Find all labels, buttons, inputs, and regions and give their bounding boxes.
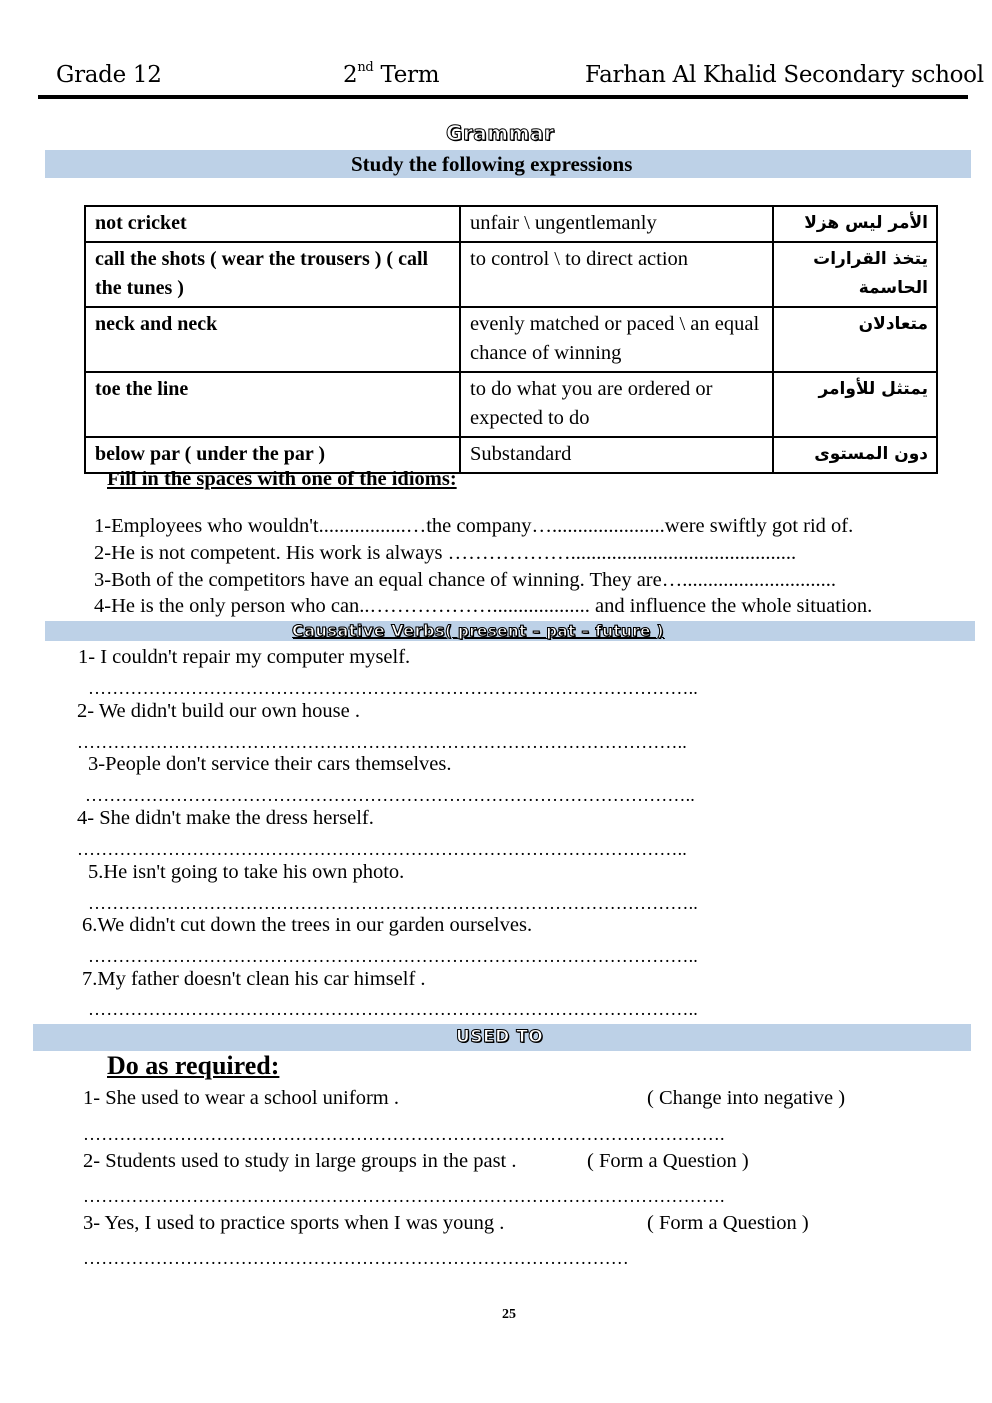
arabic-cell: متعادلان <box>773 307 937 372</box>
answer-line: ……………………………………………………………………………………….. <box>77 839 687 859</box>
meaning-cell: unfair \ ungentlemanly <box>460 206 773 242</box>
table-row <box>85 206 937 242</box>
used-to-title: USED TO <box>456 1027 544 1047</box>
expressions-subtitle: Study the following expressions <box>351 152 633 176</box>
idiom-cell: call the shots ( wear the trousers ) ( call the tunes ) <box>85 242 460 307</box>
causative-question: 7.My father doesn't clean his car himself . <box>82 968 426 990</box>
idiom-cell: not cricket <box>85 206 460 242</box>
used-to-question: 2- Students used to study in large groups in the past . <box>83 1150 517 1172</box>
answer-line: ……………………………………………………………………………………………. <box>83 1124 725 1144</box>
school-name: Farhan Al Khalid Secondary school <box>585 62 984 88</box>
idiom-cell: toe the line <box>85 372 460 437</box>
causative-question: 3-People don't service their cars themselves. <box>88 753 452 775</box>
causative-title-text: Causative Verbs <box>292 621 445 640</box>
page-number: 25 <box>502 1307 516 1322</box>
answer-line: ……………………………………………………………………………………….. <box>77 732 687 752</box>
arabic-cell: يتخذ القرارات الحاسمة <box>773 242 937 307</box>
answer-line: ……………………………………………………………………………………….. <box>88 946 698 966</box>
meaning-cell: evenly matched or paced \ an equal chance of winning <box>460 307 773 372</box>
meaning-cell: Substandard <box>460 437 773 473</box>
answer-line: ……………………………………………………………………………………….. <box>85 785 695 805</box>
grade-label: Grade 12 <box>56 62 162 88</box>
causative-question: 5.He isn't going to take his own photo. <box>88 861 405 883</box>
expressions-table <box>84 205 938 474</box>
term-number: 2 <box>343 62 358 88</box>
fill-item: 3-Both of the competitors have an equal chance of winning. They are….............................. <box>94 569 836 591</box>
used-to-hint: ( Form a Question ) <box>587 1150 749 1172</box>
term-ordinal: nd <box>357 60 374 76</box>
answer-line: ……………………………………………………………………………………….. <box>88 999 698 1019</box>
used-to-hint: ( Form a Question ) <box>647 1212 809 1234</box>
used-to-question: 3- Yes, I used to practice sports when I was young . <box>83 1212 505 1234</box>
arabic-cell: دون المستوى <box>773 437 937 473</box>
table-row <box>85 372 937 437</box>
causative-question: 2- We didn't build our own house . <box>77 700 360 722</box>
causative-question: 4- She didn't make the dress herself. <box>77 807 374 829</box>
answer-line: ……………………………………………………………………………………………. <box>83 1186 725 1206</box>
answer-line: ……………………………………………………………………………… <box>83 1248 629 1268</box>
arabic-cell: يمتثل للأوامر <box>773 372 937 437</box>
idiom-cell: below par ( under the par ) <box>85 437 460 473</box>
idiom-cell: neck and neck <box>85 307 460 372</box>
meaning-cell: to control \ to direct action <box>460 242 773 307</box>
meaning-cell: to do what you are ordered or expected to do <box>460 372 773 437</box>
causative-subtitle: ( present – pat – future ) <box>444 622 664 640</box>
fill-item: 2-He is not competent. His work is always ………………............................................ <box>94 542 797 564</box>
causative-question: 1- I couldn't repair my computer myself. <box>78 646 411 668</box>
used-to-question: 1- She used to wear a school uniform . <box>83 1087 399 1109</box>
answer-line: ……………………………………………………………………………………….. <box>88 893 698 913</box>
table-row <box>85 307 937 372</box>
arabic-cell: الأمر ليس هزلا <box>773 206 937 242</box>
header-rule <box>38 95 968 99</box>
fill-item: 4-He is the only person who can..………………................... and influence the whole situation. <box>94 595 873 617</box>
grammar-title: Grammar <box>446 121 555 145</box>
term-label <box>343 62 439 88</box>
fill-item: 1-Employees who wouldn't.................…the company…......................were swiftly got rid of. <box>94 515 854 537</box>
causative-question: 6.We didn't cut down the trees in our garden ourselves. <box>82 914 533 936</box>
table-row <box>85 242 937 307</box>
causative-title <box>292 621 664 640</box>
fill-heading: Fill in the spaces with one of the idioms: <box>107 468 457 490</box>
term-word: Term <box>380 62 440 88</box>
do-as-required-heading: Do as required: <box>107 1051 280 1080</box>
used-to-hint: ( Change into negative ) <box>647 1087 846 1109</box>
answer-line: ……………………………………………………………………………………….. <box>88 678 698 698</box>
